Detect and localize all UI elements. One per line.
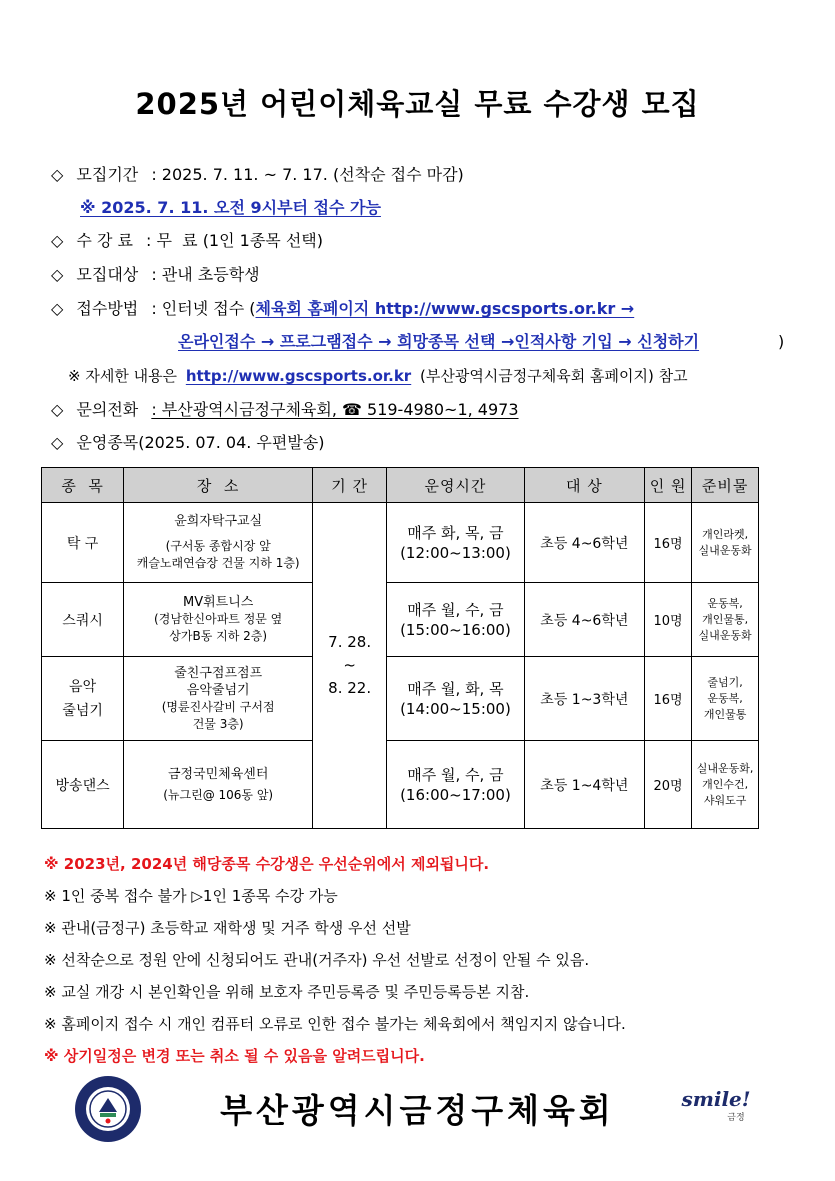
kind-line: 음악 (69, 678, 97, 695)
kind-cell (42, 583, 124, 657)
prep-line: 줄넘기, (707, 675, 743, 689)
method-homepage-link[interactable]: 체육회 홈페이지 http://www.gscsports.or.kr → (255, 299, 635, 318)
schedule-label: 운영종목(2025. 07. 04. 우편발송) (76, 433, 325, 452)
contact-label: 문의전화 (76, 400, 139, 419)
place-name: 윤희자탁구교실 (174, 514, 263, 529)
time-cell (387, 657, 525, 741)
target-cell: 초등 4~6학년 (524, 583, 644, 657)
method-suffix: ) (778, 332, 785, 351)
smile-geumjeong-logo (676, 1088, 756, 1134)
time-text: (16:00~17:00) (400, 785, 511, 804)
detail-row (68, 366, 688, 386)
diamond-icon: ◇ (51, 231, 64, 250)
prep-line: 개인수건, (702, 777, 749, 791)
method-prefix: : 인터넷 접수 ( (151, 299, 256, 318)
kind-line: 줄넘기 (62, 702, 103, 719)
period-tilde: ~ (343, 656, 356, 674)
organization-name: 부산광역시금정구체육회 (220, 1091, 615, 1130)
header-prep: 준비물 (692, 468, 759, 503)
target-row (51, 265, 260, 285)
note-duplicate: ※ 1인 중복 접수 불가 ▷1인 1종목 수강 가능 (44, 887, 338, 905)
place-line: (뉴그린@ 106동 앞) (163, 787, 274, 802)
table-row (42, 583, 759, 657)
header-time: 운영시간 (387, 468, 525, 503)
diamond-icon: ◇ (51, 165, 64, 184)
time-cell (387, 583, 525, 657)
place-line: (경남한신아파트 정문 옆 (154, 612, 283, 626)
smile-logo-sub: 금정 (727, 1113, 745, 1123)
time-text: (15:00~16:00) (400, 620, 511, 639)
place-cell (124, 657, 313, 741)
diamond-icon: ◇ (51, 299, 64, 318)
place-name: 금정국민체육센터 (167, 766, 269, 782)
target-label: 모집대상 (76, 265, 139, 284)
place-name: 음악줄넘기 (186, 682, 250, 698)
prep-line: 개인라켓, (702, 527, 749, 541)
place-line: 캐슬노래연습장 건물 지하 1층) (136, 556, 300, 570)
diamond-icon: ◇ (51, 265, 64, 284)
diamond-icon: ◇ (51, 433, 64, 452)
detail-prefix: ※ 자세한 내용은 (68, 367, 178, 385)
header-capacity: 인 원 (644, 468, 691, 503)
header-period: 기 간 (313, 468, 387, 503)
time-text: (12:00~13:00) (400, 543, 511, 562)
fee-row (51, 231, 323, 251)
note-identification: ※ 교실 개강 시 본인확인을 위해 보호자 주민등록증 및 주민등록등본 지참. (44, 983, 530, 1001)
contact-row (51, 400, 519, 420)
method-steps-text: 온라인접수 → 프로그램접수 → 희망종목 선택 →인적사항 기입 → 신청하기 (178, 332, 700, 351)
note-local-priority: ※ 관내(금정구) 초등학교 재학생 및 거주 학생 우선 선발 (44, 919, 411, 937)
kind-cell (42, 657, 124, 741)
time-text: (14:00~15:00) (400, 699, 511, 718)
place-name: 줄친구점프점프 (174, 665, 263, 681)
days-text: 매주 월, 화, 목 (407, 679, 504, 698)
kind-cell (42, 741, 124, 829)
prep-line: 개인물통 (703, 707, 747, 721)
note-priority-exclusion: ※ 2023년, 2024년 해당종목 수강생은 우선순위에서 제외됩니다. (44, 855, 490, 873)
method-steps (178, 332, 699, 352)
recruit-period-row (51, 165, 464, 185)
recruit-start-note: ※ 2025. 7. 11. 오전 9시부터 접수 가능 (80, 198, 381, 217)
prep-line: 운동복, (707, 596, 743, 610)
table-row (42, 503, 759, 583)
contact-value: : 부산광역시금정구체육회, ☎ 519-4980~1, 4973 (151, 400, 519, 419)
capacity-cell: 10명 (644, 583, 691, 657)
prep-cell (692, 657, 759, 741)
period-end: 8. 22. (328, 679, 372, 697)
prep-cell (692, 583, 759, 657)
table-row (42, 741, 759, 829)
schedule-table (41, 467, 759, 829)
prep-line: 실내운동화, (696, 761, 754, 775)
capacity-cell: 16명 (644, 503, 691, 583)
days-text: 매주 화, 목, 금 (407, 523, 504, 542)
header-target: 대 상 (524, 468, 644, 503)
kind-line: 탁 구 (66, 535, 99, 552)
place-line: (구서동 종합시장 앞 (165, 539, 271, 553)
period-cell (313, 503, 387, 829)
target-cell: 초등 4~6학년 (524, 503, 644, 583)
place-line: 상가B동 지하 2층) (169, 629, 268, 643)
time-cell (387, 741, 525, 829)
fee-value: : 무 료 (1인 1종목 선택) (146, 231, 323, 250)
header-kind: 종 목 (42, 468, 124, 503)
page-title: 2025년 어린이체육교실 무료 수강생 모집 (135, 87, 700, 121)
time-cell (387, 503, 525, 583)
header-place: 장 소 (124, 468, 313, 503)
place-line: (명륜진사갈비 구서점 (161, 699, 275, 714)
period-start: 7. 28. (328, 633, 372, 651)
table-row (42, 657, 759, 741)
prep-line: 샤워도구 (703, 793, 747, 807)
days-text: 매주 월, 수, 금 (407, 765, 504, 784)
recruit-period-value: : 2025. 7. 11. ~ 7. 17. (선착순 접수 마감) (151, 165, 464, 184)
days-text: 매주 월, 수, 금 (407, 600, 504, 619)
diamond-icon: ◇ (51, 400, 64, 419)
place-cell (124, 741, 313, 829)
target-value: : 관내 초등학생 (151, 265, 260, 284)
prep-line: 실내운동화 (698, 543, 752, 557)
detail-url-link[interactable]: http://www.gscsports.or.kr (185, 367, 412, 385)
prep-line: 개인물통, (702, 612, 749, 626)
place-cell (124, 503, 313, 583)
target-cell: 초등 1~3학년 (524, 657, 644, 741)
prep-line: 실내운동화 (698, 628, 752, 642)
kind-line: 방송댄스 (55, 777, 110, 794)
table-header-row (42, 468, 759, 503)
place-cell (124, 583, 313, 657)
kind-cell (42, 503, 124, 583)
prep-cell (692, 503, 759, 583)
place-name: MV휘트니스 (183, 595, 254, 610)
fee-label: 수 강 료 (76, 231, 133, 250)
smile-logo-text: smile! (681, 1087, 751, 1111)
place-line: 건물 3층) (192, 716, 244, 731)
prep-line: 운동복, (707, 691, 743, 705)
method-label: 접수방법 (76, 299, 139, 318)
prep-cell (692, 741, 759, 829)
schedule-row (51, 433, 325, 453)
recruit-period-label: 모집기간 (76, 165, 139, 184)
capacity-cell: 20명 (644, 741, 691, 829)
note-schedule-change: ※ 상기일정은 변경 또는 취소 될 수 있음을 알려드립니다. (44, 1047, 425, 1065)
target-cell: 초등 1~4학년 (524, 741, 644, 829)
detail-suffix: (부산광역시금정구체육회 홈페이지) 참고 (420, 367, 688, 385)
kind-line: 스쿼시 (62, 612, 103, 629)
capacity-cell: 16명 (644, 657, 691, 741)
notes-list (44, 848, 626, 1072)
method-row (51, 299, 634, 319)
note-responsibility: ※ 홈페이지 접수 시 개인 컴퓨터 오류로 인한 접수 불가는 체육회에서 책임지지 않습니다. (44, 1015, 626, 1033)
note-selection: ※ 선착순으로 정원 안에 신청되어도 관내(거주자) 우선 선발로 선정이 안될 수 있음. (44, 951, 590, 969)
